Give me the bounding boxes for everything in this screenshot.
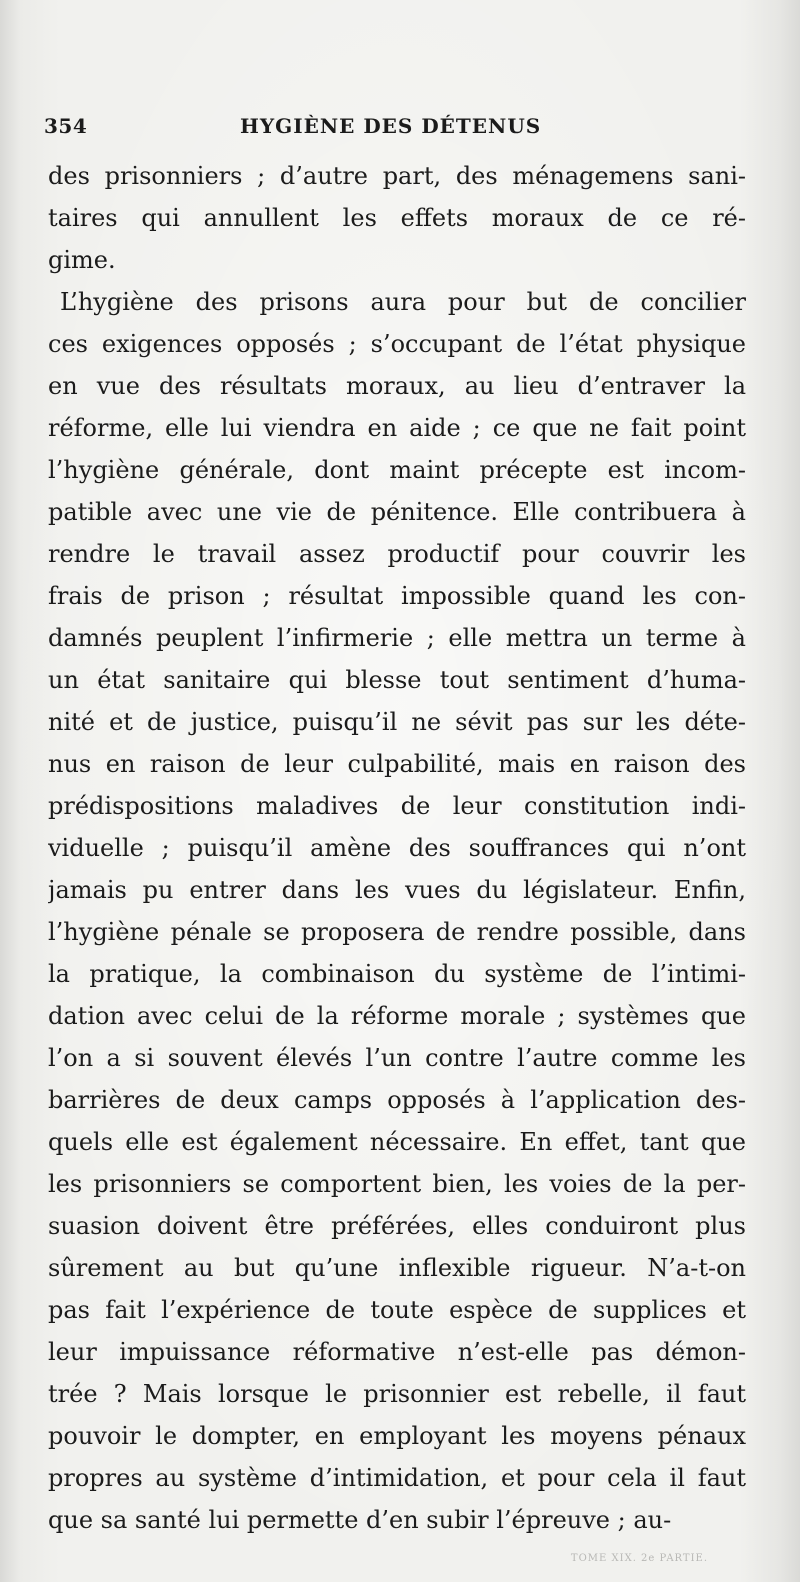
text-line: nus en raison de leur culpabilité, mais en raison des bbox=[48, 750, 746, 778]
text-line: que sa santé lui permette d’en subir l’épreuve ; au- bbox=[48, 1506, 672, 1534]
text-line: en vue des résultats moraux, au lieu d’entraver la bbox=[48, 372, 746, 400]
text-line: viduelle ; puisqu’il amène des souffrances qui n’ont bbox=[48, 834, 746, 862]
text-line: sûrement au but qu’une inflexible rigueur. N’a-t-on bbox=[48, 1254, 746, 1282]
text-line: prédispositions maladives de leur constitution indi- bbox=[48, 792, 746, 820]
text-line: ces exigences opposés ; s’occupant de l’état physique bbox=[48, 330, 746, 358]
text-line: rendre le travail assez productif pour couvrir les bbox=[48, 540, 746, 568]
text-line: taires qui annullent les effets moraux de ce ré- bbox=[48, 204, 746, 232]
text-line: nité et de justice, puisqu’il ne sévit pas sur les déte- bbox=[48, 708, 746, 736]
text-line: un état sanitaire qui blesse tout sentiment d’huma- bbox=[48, 666, 746, 694]
text-line: quels elle est également nécessaire. En effet, tant que bbox=[48, 1128, 746, 1156]
text-line: L’hygiène des prisons aura pour but de concilier bbox=[60, 288, 746, 316]
text-line: l’hygiène générale, dont maint précepte est incom- bbox=[48, 456, 746, 484]
text-line: leur impuissance réformative n’est-elle pas démon- bbox=[48, 1338, 746, 1366]
text-line: des prisonniers ; d’autre part, des ménagemens sani- bbox=[48, 162, 746, 190]
text-line: l’on a si souvent élevés l’un contre l’autre comme les bbox=[48, 1044, 746, 1072]
text-line: gime. bbox=[48, 246, 116, 274]
text-line: la pratique, la combinaison du système de l’intimi- bbox=[48, 960, 746, 988]
text-line: pouvoir le dompter, en employant les moyens pénaux bbox=[48, 1422, 746, 1450]
text-line: propres au système d’intimidation, et pour cela il faut bbox=[48, 1464, 746, 1492]
text-line: patible avec une vie de pénitence. Elle contribuera à bbox=[48, 498, 746, 526]
page-number: 354 bbox=[44, 114, 88, 138]
text-line: frais de prison ; résultat impossible quand les con- bbox=[48, 582, 746, 610]
text-line: damnés peuplent l’infirmerie ; elle mettra un terme à bbox=[48, 624, 746, 652]
text-line: l’hygiène pénale se proposera de rendre possible, dans bbox=[48, 918, 746, 946]
text-line: trée ? Mais lorsque le prisonnier est rebelle, il faut bbox=[48, 1380, 746, 1408]
text-line: suasion doivent être préférées, elles conduiront plus bbox=[48, 1212, 746, 1240]
text-line: les prisonniers se comportent bien, les voies de la per- bbox=[48, 1170, 746, 1198]
text-line: pas fait l’expérience de toute espèce de supplices et bbox=[48, 1296, 746, 1324]
signature-mark: TOME XIX. 2e PARTIE. bbox=[570, 1553, 708, 1564]
text-line: barrières de deux camps opposés à l’application des- bbox=[48, 1086, 746, 1114]
text-line: dation avec celui de la réforme morale ; systèmes que bbox=[48, 1002, 746, 1030]
page-body-text bbox=[48, 155, 746, 1541]
text-line: jamais pu entrer dans les vues du législateur. Enfin, bbox=[48, 876, 746, 904]
page-header bbox=[44, 114, 604, 144]
running-title: HYGIÈNE DES DÉTENUS bbox=[240, 114, 542, 138]
text-line: réforme, elle lui viendra en aide ; ce que ne fait point bbox=[48, 414, 746, 442]
